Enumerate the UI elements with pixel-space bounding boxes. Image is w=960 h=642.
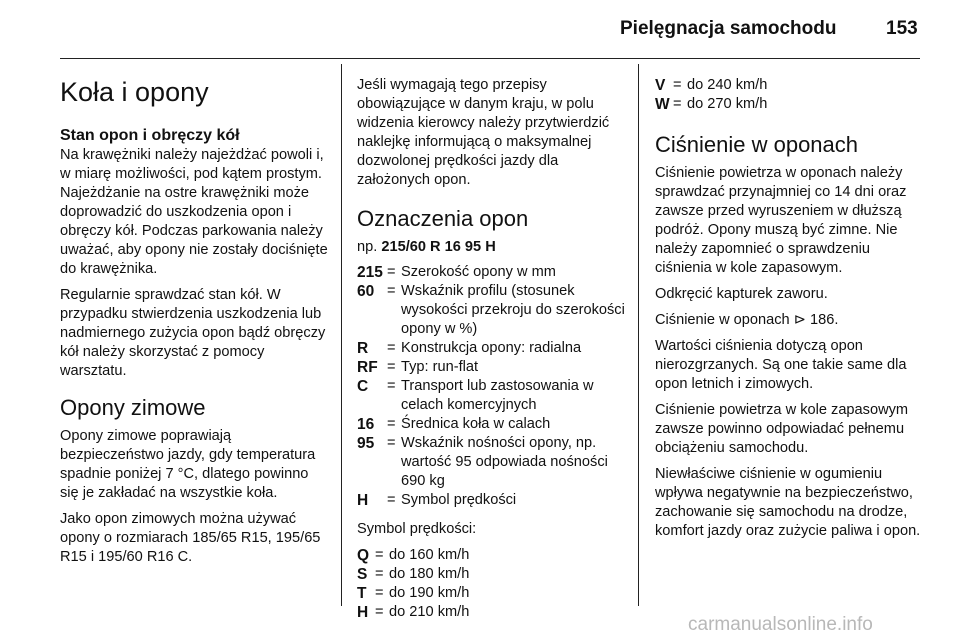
page-ref-link[interactable]: 186. [810, 312, 839, 328]
header-title: Pielęgnacja samochodu [620, 18, 837, 39]
speed-symbol-list-continued [655, 76, 923, 114]
list-description: do 160 km/h [389, 547, 470, 563]
paragraph-check-wheels: Regularnie sprawdzać stan kół. W przypadku stwierdzenia uszkodzenia lub nadmiernego zużycia opon bądź obręczy kół należy skorzystać z pomocy warsztatu. [60, 287, 326, 379]
list-term: RF [357, 359, 378, 376]
equals-sign: = [387, 359, 396, 375]
page-number: 153 [886, 18, 918, 39]
tyre-code-list [357, 263, 625, 510]
section-title-tyre-markings: Oznaczenia opon [357, 206, 529, 231]
list-description: do 270 km/h [687, 96, 768, 112]
header-rule [60, 58, 920, 59]
equals-sign: = [375, 585, 384, 601]
tyre-code-row [357, 415, 625, 434]
tyre-code-row [357, 263, 625, 282]
list-description: Symbol prędkości [401, 492, 517, 508]
column-divider-1 [341, 64, 342, 606]
subsection-title-condition: Stan opon i obręczy kół [60, 127, 240, 144]
paragraph-valve-cap: Odkręcić kapturek zaworu. [655, 286, 828, 302]
equals-sign: = [375, 547, 384, 563]
tyre-code-row [357, 339, 625, 358]
list-term: 60 [357, 283, 375, 300]
list-description: Transport lub zastosowania w celach komercyjnych [401, 378, 594, 413]
equals-sign: = [673, 96, 682, 112]
speed-symbol-row [357, 546, 625, 565]
tyre-code-row [357, 491, 625, 510]
watermark: carmanualsonline.info [688, 614, 873, 635]
section-title-winter-tyres: Opony zimowe [60, 395, 206, 420]
equals-sign: = [387, 416, 396, 432]
column-3 [655, 76, 923, 548]
list-description: Wskaźnik nośności opony, np. wartość 95 odpowiada nośności 690 kg [401, 435, 608, 489]
example-code: 215/60 R 16 95 H [381, 239, 496, 255]
paragraph-curbs: Na krawężniki należy najeżdżać powoli i, w miarę możliwości, pod kątem prostym. Najeżdżanie na ostre krawężniki może doprowadzić do uszkodzenia opon i obręczy kół. Podczas parkowania należy uważać, aby opony nie zostały dociśnięte do krawężnika. [60, 147, 328, 277]
speed-symbol-row [655, 95, 923, 114]
list-term: 95 [357, 435, 375, 452]
list-description: Wskaźnik profilu (stosunek wysokości przekroju do szerokości opony w %) [401, 283, 625, 337]
list-term: 215 [357, 264, 383, 281]
list-description: Typ: run-flat [401, 359, 479, 375]
page-ref-arrow-icon: ⊳ [793, 312, 806, 328]
list-term: W [655, 96, 670, 113]
section-title-wheels: Koła i opony [60, 77, 209, 107]
speed-symbol-label: Symbol prędkości: [357, 521, 477, 537]
equals-sign: = [387, 492, 396, 508]
speed-symbol-row [357, 565, 625, 584]
equals-sign: = [375, 604, 384, 620]
list-description: Szerokość opony w mm [401, 264, 556, 280]
list-description: Średnica koła w calach [401, 416, 551, 432]
speed-symbol-row [357, 584, 625, 603]
paragraph-speed-sticker: Jeśli wymagają tego przepisy obowiązujące w danym kraju, w polu widzenia kierowcy należy przytwierdzić naklejkę informującą o maksymalnej dozwolonej prędkości jazdy dla założonych opon. [357, 77, 610, 188]
list-term: C [357, 378, 369, 395]
list-term: 16 [357, 416, 375, 433]
list-term: T [357, 585, 367, 602]
list-description: do 240 km/h [687, 77, 768, 93]
paragraph-cold-tyres: Wartości ciśnienia dotyczą opon nierozgrzanych. Są one takie same dla opon letnich i zimowych. [655, 338, 907, 392]
tyre-code-example [357, 238, 625, 257]
equals-sign: = [387, 435, 396, 451]
section-title-tyre-pressure: Ciśnienie w oponach [655, 132, 859, 157]
list-description: do 210 km/h [389, 604, 470, 620]
example-prefix: np. [357, 239, 378, 255]
column-2 [357, 76, 625, 630]
list-description: Konstrukcja opony: radialna [401, 340, 582, 356]
tyre-code-row [357, 282, 625, 339]
paragraph-wrong-pressure: Niewłaściwe ciśnienie w ogumieniu wpływa negatywnie na bezpieczeństwo, zachowanie się samochodu na drodze, komfort jazdy oraz zużycie paliwa i opon. [655, 466, 921, 539]
tyre-code-row [357, 434, 625, 491]
list-description: do 180 km/h [389, 566, 470, 582]
list-description: do 190 km/h [389, 585, 470, 601]
equals-sign: = [387, 378, 396, 394]
tyre-code-row [357, 377, 625, 415]
equals-sign: = [387, 340, 396, 356]
equals-sign: = [673, 77, 682, 93]
list-term: H [357, 492, 369, 509]
speed-symbol-row [357, 603, 625, 622]
equals-sign: = [387, 264, 396, 280]
pressure-ref-text: Ciśnienie w oponach [655, 312, 790, 328]
list-term: V [655, 77, 666, 94]
column-1 [60, 72, 330, 574]
equals-sign: = [387, 283, 396, 299]
speed-symbol-row [655, 76, 923, 95]
list-term: H [357, 604, 369, 621]
column-divider-2 [638, 64, 639, 606]
paragraph-spare-wheel: Ciśnienie powietrza w kole zapasowym zawsze powinno odpowiadać pełnemu obciążeniu samochodu. [655, 402, 909, 456]
list-term: Q [357, 547, 370, 564]
paragraph-pressure-check: Ciśnienie powietrza w oponach należy sprawdzać przynajmniej co 14 dni oraz zawsze przed wyruszeniem w dłuższą podróż. Opony muszą być zimne. Nie należy zapomnieć o sprawdzeniu ciśnienia w kole zapasowym. [655, 165, 907, 276]
speed-symbol-list [357, 546, 625, 622]
list-term: R [357, 340, 369, 357]
paragraph-winter-sizes: Jako opon zimowych można używać opony o rozmiarach 185/65 R15, 195/65 R15 i 195/60 R16 C. [60, 511, 321, 565]
list-term: S [357, 566, 368, 583]
equals-sign: = [375, 566, 384, 582]
tyre-code-row [357, 358, 625, 377]
paragraph-pressure-ref [655, 311, 923, 330]
paragraph-winter-safety: Opony zimowe poprawiają bezpieczeństwo jazdy, gdy temperatura spadnie poniżej 7 °C, dlatego powinno się je zakładać na wszystkie koła. [60, 428, 316, 501]
